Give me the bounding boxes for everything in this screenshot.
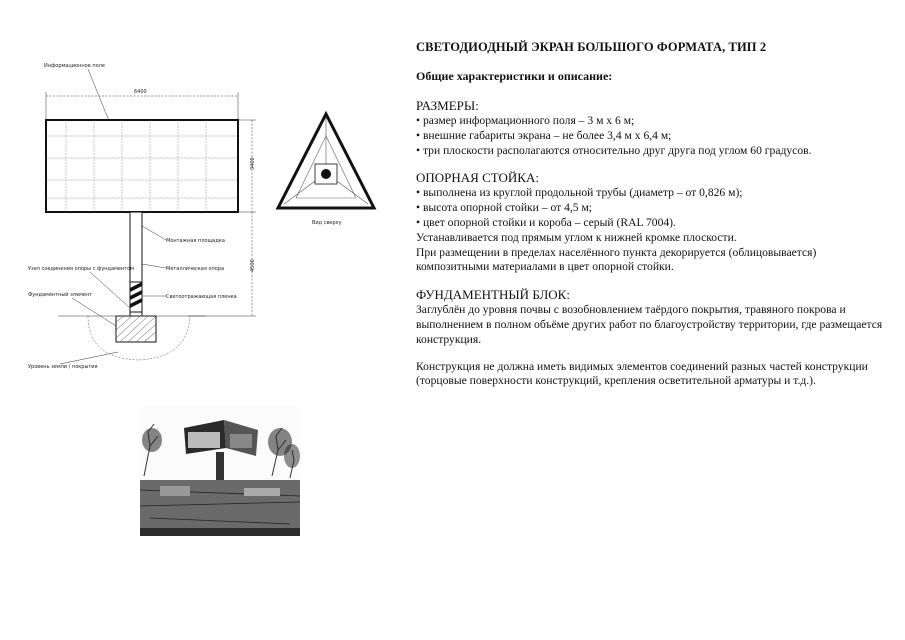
info-field-label: Информационное поле — [44, 63, 105, 69]
foundation-label: Фундаментный элемент — [28, 292, 93, 298]
description-column — [416, 40, 886, 389]
pole-height-label: 4500 — [250, 259, 256, 272]
construction-note: Конструкция не должна иметь видимых элементов соединений разных частей конструкции (торцовые поверхности конструкций, крепления осветительной арматуры и т.д.). — [416, 359, 868, 388]
pole-label: Металлическая опора — [166, 266, 225, 272]
reflector-label: Светоотражающая пленка — [166, 294, 237, 300]
top-view — [278, 114, 374, 208]
pole-item: • высота опорной стойки – от 4,5 м; — [416, 201, 593, 215]
mounting-label: Монтажная площадка — [166, 238, 225, 244]
pole-paragraph: При размещении в пределах населённого пункта декорируется (облицовывается) композитными материалами в цвет опорной стойки. — [416, 245, 817, 274]
sizes-item: • три плоскости располагаются относительно друг друга под углом 60 градусов. — [416, 143, 812, 157]
ground-label: Уровень земли / покрытия — [28, 364, 98, 370]
joint-label: Узел соединения опоры с фундаментом — [28, 266, 134, 272]
reflective-stripes — [130, 282, 142, 312]
pole-item: • цвет опорной стойки и короба – серый (RAL 7004). — [416, 215, 676, 229]
width-dimension-label: 6400 — [134, 89, 147, 95]
top-view-label: Вид сверху — [312, 220, 342, 226]
page-subtitle: Общие характеристики и описание: — [416, 69, 613, 83]
sizes-item: • размер информационного поля – 3 м х 6 м; — [416, 114, 635, 127]
billboard-drawing — [28, 58, 398, 388]
sizes-item: • внешние габариты экрана – не более 3,4 м х 6,4 м; — [416, 128, 672, 142]
foundation-paragraph: Заглублён до уровня почвы с возобновлением таёрдого покрытия, травяного покрова и выполнением в полном объёме других работ по благоустройству территории, где размещается конструкция. — [416, 303, 883, 346]
foundation-heading: ФУНДАМЕНТНЫЙ БЛОК: — [416, 287, 570, 303]
page-title: СВЕТОДИОДНЫЙ ЭКРАН БОЛЬШОГО ФОРМАТА, ТИП 2 — [416, 40, 767, 54]
screen-height-label: 3400 — [250, 157, 256, 170]
sizes-heading: РАЗМЕРЫ: — [416, 98, 479, 113]
pole-heading: ОПОРНАЯ СТОЙКА: — [416, 170, 539, 186]
billboard-photo — [140, 406, 300, 536]
pole-paragraph: Устанавливается под прямым углом к нижней кромке плоскости. — [416, 230, 737, 244]
pole-item: • выполнена из круглой продольной трубы (диаметр – от 0,826 м); — [416, 186, 743, 200]
